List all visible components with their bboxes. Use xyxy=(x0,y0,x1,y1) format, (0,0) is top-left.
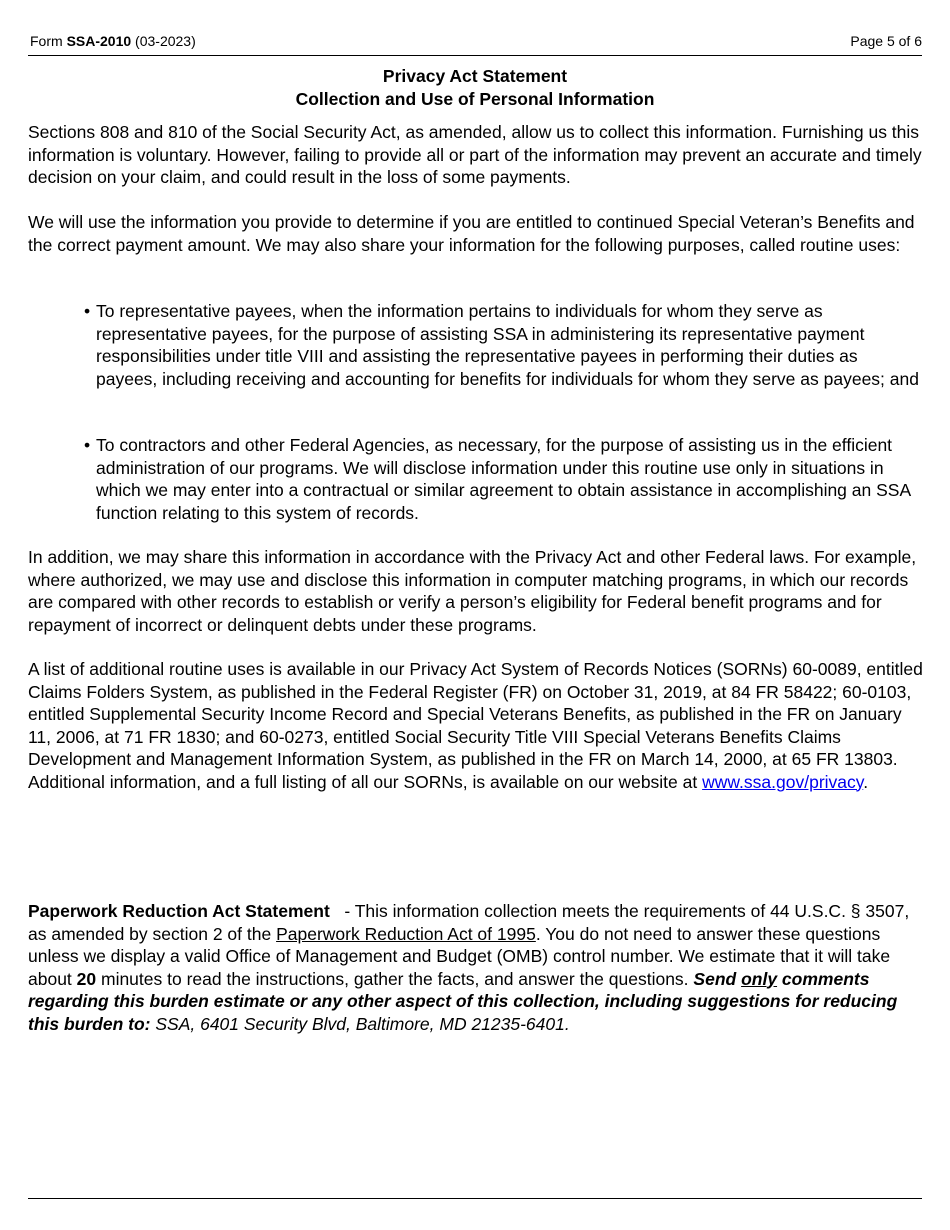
routine-uses-list-1 xyxy=(84,300,920,390)
routine-uses-list-2 xyxy=(84,434,920,524)
page-header xyxy=(28,31,922,56)
privacy-paragraph-1 xyxy=(28,121,924,189)
title-line-1: Privacy Act Statement xyxy=(382,66,568,86)
title-line-2: Collection and Use of Personal Information xyxy=(295,88,655,109)
privacy-paragraph-2 xyxy=(28,211,924,256)
paperwork-text-1: - This information collection meets the requirements of 44 U.S.C. § 3507, as amended by section 2 of the xyxy=(28,901,915,944)
burden-minutes: 20 xyxy=(76,968,97,989)
privacy-paragraph-3 xyxy=(28,546,924,636)
paperwork-act-name: Paperwork Reduction Act of 1995 xyxy=(276,923,536,944)
list-item-text: To contractors and other Federal Agencies, as necessary, for the purpose of assisting us in the efficient administration of our programs. We will disclose information under this routine use only in situations in which we may enter into a contractual or similar agreement to obtain assistance in accomplishing an SSA function relating to this system of records. xyxy=(96,435,911,523)
paperwork-text-2: . You do not need to answer these questions unless we display a valid Office of Management and Budget (OMB) control number. We estimate that it will take about xyxy=(28,923,891,989)
comments-label: comments regarding this burden estimate or any other aspect of this collection, including suggestions for reducing this burden to: xyxy=(28,968,898,1034)
privacy-paragraph-3-text: In addition, we may share this information in accordance with the Privacy Act and other Federal laws. For example, where authorized, we may use and disclose this information in computer matching programs, in which our records are compared with other records to establish or verify a person’s eligibility for Federal benefit programs and for repayment of incorrect or delinquent debts under these programs. xyxy=(28,547,917,635)
mailing-address: SSA, 6401 Security Blvd, Baltimore, MD 21235-6401. xyxy=(150,1013,570,1034)
sorn-text-end: . xyxy=(863,771,869,792)
bullet-icon: • xyxy=(84,435,91,455)
list-item xyxy=(84,300,920,390)
bullet-icon: • xyxy=(84,301,91,321)
list-item xyxy=(84,434,920,524)
privacy-paragraph-4 xyxy=(28,658,924,793)
send-label: Send xyxy=(693,968,742,989)
list-item-text: To representative payees, when the information pertains to individuals for whom they serve as representative payees, for the purpose of assisting SSA in administering its representative payment responsibilities under title VIII and assisting the representative payees in performing their duties as payees, including receiving and accounting for benefits for individuals for whom they serve as payees; and xyxy=(96,301,919,389)
privacy-website-link[interactable]: www.ssa.gov/privacy xyxy=(702,771,864,792)
form-identifier xyxy=(30,31,196,51)
section-title xyxy=(28,65,922,110)
form-prefix: Form xyxy=(30,33,67,49)
privacy-paragraph-2-text: We will use the information you provide to determine if you are entitled to continued Special Veteran’s Benefits and the correct payment amount. We may also share your information for the following purposes, called routine uses: xyxy=(28,212,915,255)
only-label: only xyxy=(741,968,778,989)
paperwork-reduction-statement xyxy=(28,900,924,1035)
privacy-paragraph-1-text: Sections 808 and 810 of the Social Security Act, as amended, allow us to collect this information. Furnishing us this information is voluntary. However, failing to provide all or part of the information may prevent an accurate and timely decision on your claim, and could result in the loss of some payments. xyxy=(28,122,922,187)
privacy-paragraph-4-text xyxy=(28,658,924,793)
form-number: SSA-2010 xyxy=(66,33,132,49)
footer-divider xyxy=(28,1198,922,1199)
paperwork-paragraph xyxy=(28,900,924,1035)
paperwork-text-3: minutes to read the instructions, gather the facts, and answer the questions. xyxy=(96,968,694,989)
form-date: (03-2023) xyxy=(131,33,196,49)
sorn-text: A list of additional routine uses is available in our Privacy Act System of Records Notices (SORNs) 60-0089, entitled Claims Folders System, as published in the Federal Register (FR) on October 31, 2019, at 84 FR 58422; 60-0103, entitled Supplemental Security Income Record and Special Veterans Benefits, as published in the FR on January 11, 2006, at 71 FR 1830; and 60-0273, entitled Social Security Title VIII Special Veterans Benefits Claims Development and Management Information System, as published in the FR on March 14, 2000, at 65 FR 13803. Additional information, and a full listing of all our SORNs, is available on our website at xyxy=(28,659,923,792)
page-number: Page 5 of 6 xyxy=(850,33,922,49)
paperwork-heading: Paperwork Reduction Act Statement xyxy=(28,901,330,921)
